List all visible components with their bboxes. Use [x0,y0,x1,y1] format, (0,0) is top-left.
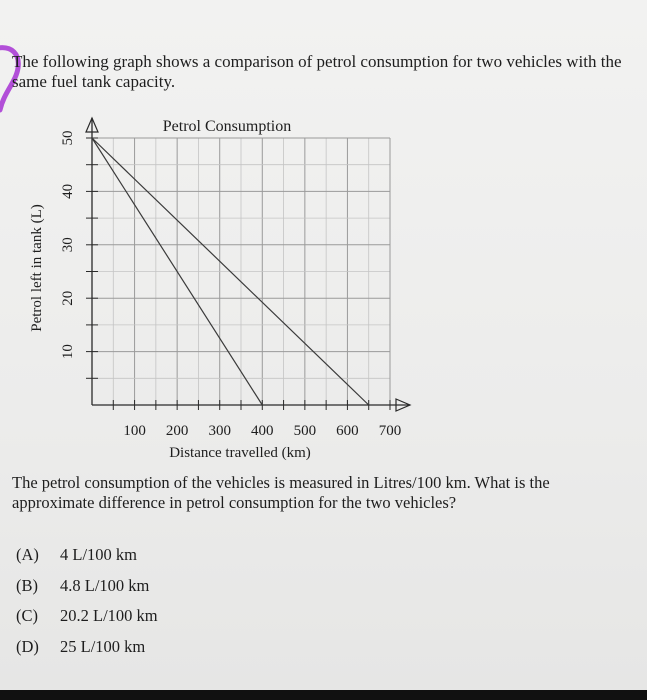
x-axis-label: Distance travelled (km) [169,445,311,461]
x-tick-label: 100 [123,423,146,439]
option-letter: (C) [16,606,38,626]
question-text: The petrol consumption of the vehicles is measured in Litres/100 km. What is the approximate difference in petrol consumption for the two vehicles? [12,473,550,512]
intro-text: The following graph shows a comparison of petrol consumption for two vehicles with the same fuel tank capacity. [12,52,622,91]
x-tick-label: 600 [336,423,359,439]
option-letter: (A) [16,545,39,565]
x-tick-label: 300 [208,423,231,439]
chart-grid [92,138,390,405]
chart-ticks [60,131,401,440]
x-tick-label: 500 [293,423,317,439]
y-tick-label: 30 [60,237,76,253]
option-text: 25 L/100 km [60,636,146,656]
option-b[interactable] [16,571,158,602]
y-axis-label: Petrol left in tank (L) [29,204,45,332]
option-text: 20.2 L/100 km [60,606,158,626]
y-tick-label: 50 [60,130,76,146]
screen-edge [0,690,647,700]
option-a[interactable] [16,540,158,571]
y-tick-label: 10 [60,344,76,360]
option-text: 4.8 L/100 km [60,575,150,595]
option-c[interactable] [16,601,158,632]
option-letter: (B) [16,575,38,595]
petrol-consumption-chart [0,100,647,465]
option-d[interactable] [16,632,158,663]
x-tick-label: 200 [165,423,189,439]
x-tick-label: 700 [378,423,402,439]
option-letter: (D) [16,636,39,656]
option-text: 4 L/100 km [60,545,137,565]
chart-title: Petrol Consumption [162,118,292,135]
answer-options [16,540,158,662]
x-tick-label: 400 [251,423,274,439]
y-tick-label: 40 [60,183,76,199]
y-tick-label: 20 [60,290,76,306]
